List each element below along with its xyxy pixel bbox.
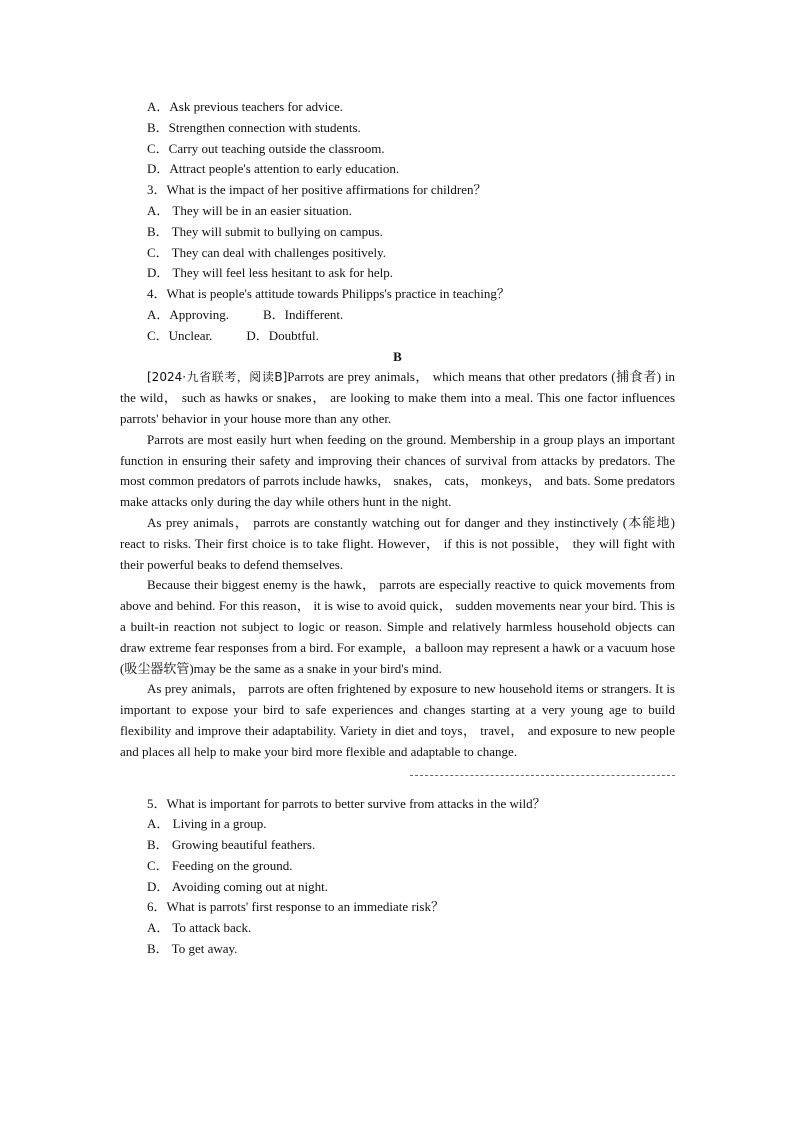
question-2-options [120, 97, 675, 180]
question-4 [120, 284, 675, 346]
passage-paragraph-5: As prey animals， parrots are often frightened by exposure to new household items or strangers. It is important to expose your bird to safe experiences and changes starting at a very young age to build flexibility and improve their adaptability. Variety in diet and toys， travel， and exposure to new people and places all help to make your bird more flexible and adaptable to change. [120, 681, 675, 759]
option-c: C． They can deal with challenges positively. [147, 244, 386, 260]
option-a: A．Approving. [147, 306, 229, 322]
question-5 [120, 794, 675, 898]
passage-paragraph-4: Because their biggest enemy is the hawk， parrots are especially reactive to quick movements from above and behind. For this reason， it is wise to avoid quick， sudden movements near your bird. This is a built-in reaction not subject to logic or reason. Simple and relatively harmless household objects can draw extreme fear responses from a bird. For example，a balloon may represent a hawk or a vacuum hose (吸尘器软管)may be the same as a snake in your bird's mind. [120, 577, 675, 676]
option-b: B．Indifferent. [262, 306, 344, 322]
document-page [120, 97, 675, 960]
question-text: 6．What is parrots' first response to an immediate risk？ [147, 899, 444, 915]
question-text: 5．What is important for parrots to better survive from attacks in the wild？ [147, 795, 546, 811]
option-b: B． They will submit to bullying on campus. [147, 223, 383, 239]
options-row-1 [120, 305, 675, 326]
option-d: D．Doubtful. [246, 327, 319, 343]
option-b: B．Strengthen connection with students. [147, 119, 361, 135]
question-6 [120, 897, 675, 959]
option-c: C．Unclear. [147, 327, 213, 343]
question-text: 3．What is the impact of her positive affirmations for children？ [147, 182, 487, 198]
option-b: B． To get away. [147, 941, 238, 957]
option-a: A． To attack back. [147, 920, 252, 936]
option-d: D．Attract people's attention to early education. [147, 161, 400, 177]
option-a: A．Ask previous teachers for advice. [147, 99, 344, 114]
option-c: C．Carry out teaching outside the classroom. [147, 140, 385, 156]
option-d: D． They will feel less hesitant to ask for help. [147, 265, 393, 281]
option-c: C． Feeding on the ground. [147, 857, 293, 873]
option-d: D． Avoiding coming out at night. [147, 878, 329, 894]
source-tag: [2024·九省联考，阅读B] [147, 370, 288, 385]
passage-paragraph-3: As prey animals， parrots are constantly watching out for danger and they instinctively (本能地) react to risks. Their first choice is to take flight. However， if this is not possible， they will fight with their powerful beaks to defend themselves. [120, 514, 675, 572]
passage-paragraph-1: [2024·九省联考，阅读B]Parrots are prey animals， which means that other predators (捕食者) in the wild， such as hawks or snakes， are looking to make them into a meal. This one factor influences parrots' behavior in your house more than any other. [120, 369, 675, 426]
option-a: A． Living in a group. [147, 816, 267, 832]
reading-passage [120, 367, 675, 762]
question-text: 4．What is people's attitude towards Philipps's practice in teaching？ [147, 286, 510, 302]
option-b: B． Growing beautiful feathers. [147, 837, 316, 853]
option-a: A． They will be in an easier situation. [147, 202, 352, 218]
passage-paragraph-2: Parrots are most easily hurt when feeding on the ground. Membership in a group plays an important function in ensuring their safety and improving their chances of survival from attacks by predators. The most common predators of parrots include hawks， snakes， cats， monkeys， and bats. Some predators make attacks only during the day while others hunt in the night. [120, 431, 675, 510]
options-row-2 [120, 326, 675, 347]
question-3 [120, 180, 675, 284]
section-heading: B [393, 348, 402, 364]
